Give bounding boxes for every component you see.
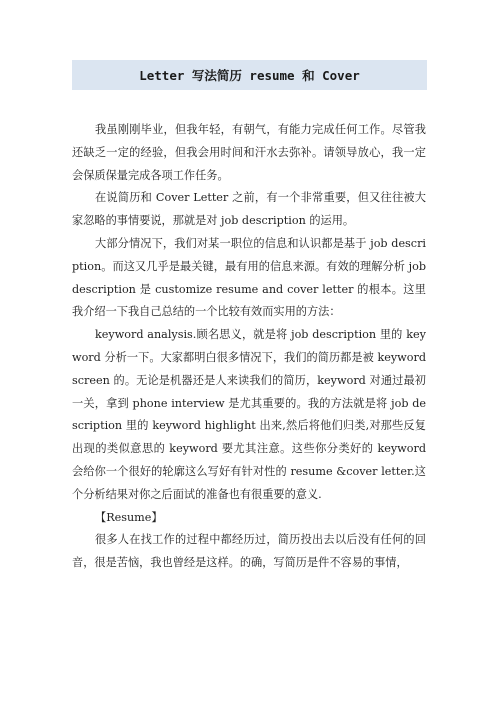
paragraph-resume-intro: 很多人在找工作的过程中都经历过，简历投出去以后没有任何的回音，很是苦恼，我也曾经是这样。的确，写简历是件不容易的事情， xyxy=(72,533,426,570)
paragraph-job-description-analysis: 大部分情况下，我们对某一职位的信息和认识都是基于 job description。而这又几乎是最关键，最有用的信息来源。有效的理解分析 job description 是 customize resume and cover letter 的根本。这里我介绍一下我自己总结的一个比较有效而实用的方法： xyxy=(72,236,426,319)
paragraph-job-description-note: 在说简历和 Cover Letter 之前，有一个非常重要，但又往往被大家忽略的事情要说，那就是对 job description 的运用。 xyxy=(72,191,426,228)
paragraph-intro: 我虽刚刚毕业，但我年轻，有朝气，有能力完成任何工作。尽管我还缺乏一定的经验，但我会用时间和汗水去弥补。请领导放心，我一定会保质保量完成各项工作任务。 xyxy=(72,123,426,182)
title-banner xyxy=(72,60,427,90)
document-body xyxy=(72,119,426,575)
section-heading-resume: 【Resume】 xyxy=(95,510,163,524)
document-title: Letter 写法简历 resume 和 Cover xyxy=(139,68,360,83)
paragraph-keyword-analysis: keyword analysis.顾名思义，就是将 job description 里的 keyword 分析一下。大家都明白很多情况下，我们的简历都是被 keyword screen 的。无论是机器还是人来读我们的简历，keyword 对通过最初一关，拿到 phone interview 是尤其重要的。我的方法就是将 job description 里的 keyword highlight 出来,然后将他们归类,对那些反复出现的类似意思的 keyword 要尤其注意。这些你分类好的 keyword 会给你一个很好的轮廓这么写好有针对性的 resume &cover letter.这个分析结果对你之后面试的准备也有很重要的意义. xyxy=(72,328,426,501)
